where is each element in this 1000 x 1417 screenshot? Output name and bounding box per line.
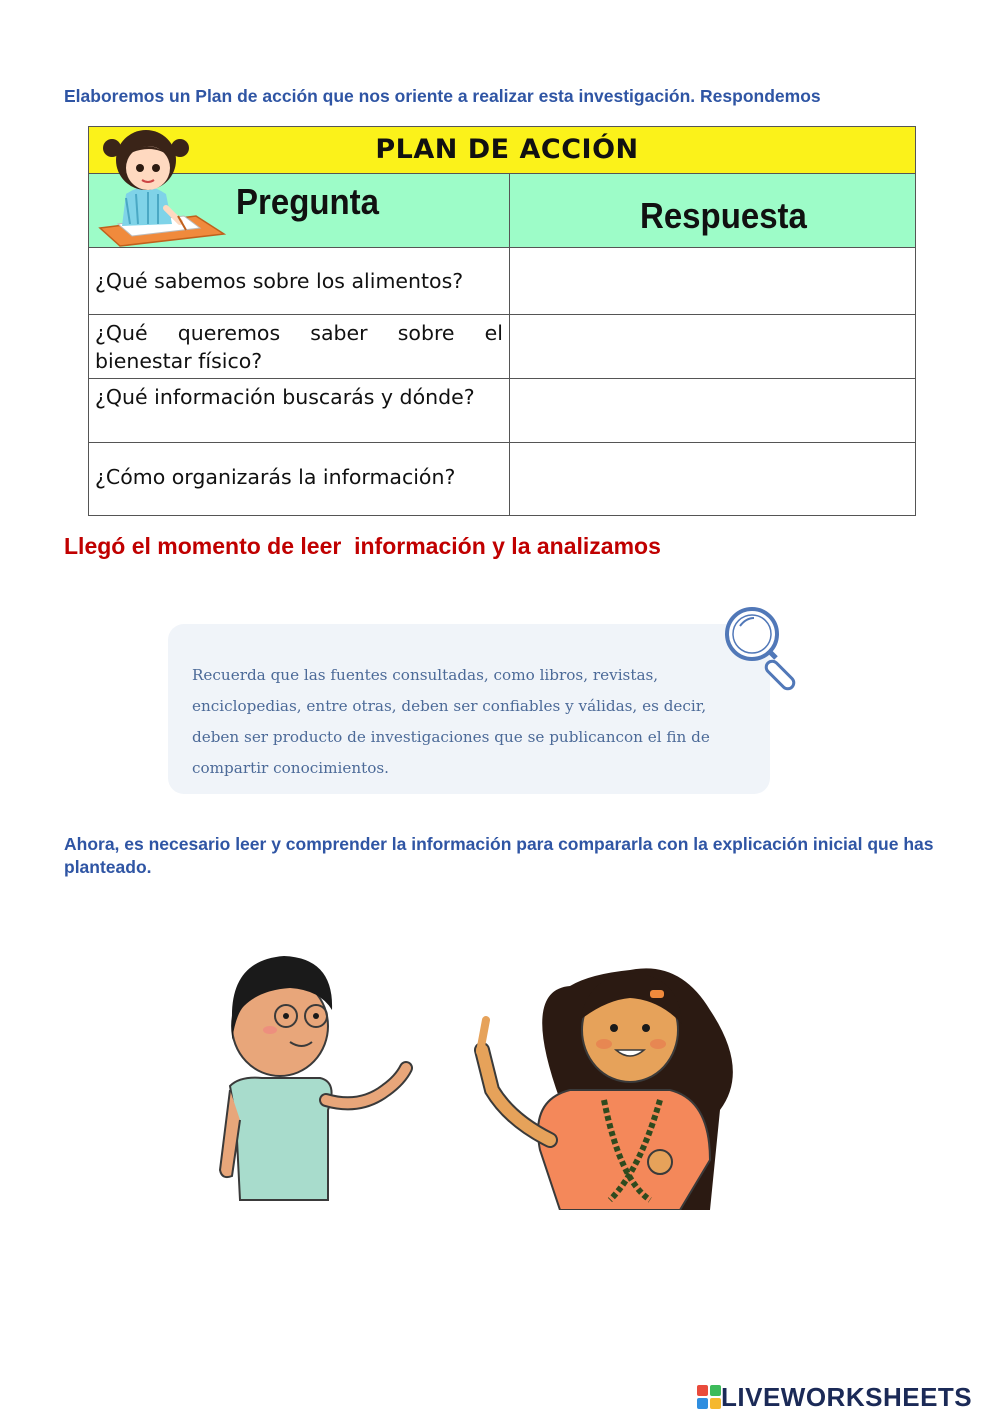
girl-writing-illustration (96, 124, 228, 248)
brand-name: LIVEWORKSHEETS (721, 1381, 973, 1412)
table-row (89, 443, 915, 515)
reminder-note (168, 624, 770, 794)
question-text: ¿Qué queremos saber sobre el bienestar físico? (95, 321, 503, 373)
table-row (89, 315, 915, 379)
table-row (89, 379, 915, 443)
liveworksheets-logo (697, 1381, 972, 1413)
question-text: ¿Qué información buscarás y dónde? (95, 385, 475, 409)
column-header-pregunta: Pregunta (236, 181, 380, 222)
column-header-respuesta: Respuesta (640, 195, 807, 236)
reading-instruction: Ahora, es necesario leer y comprender la información para compararla con la explicación inicial que has planteado. (64, 834, 934, 877)
answer-cell[interactable] (510, 315, 915, 378)
column-divider (509, 174, 510, 515)
section-heading: Llegó el momento de leer información y la analizamos (64, 533, 661, 559)
intro-instruction: Elaboremos un Plan de acción que nos oriente a realizar esta investigación. Respondemos (64, 86, 821, 106)
answer-cell[interactable] (510, 248, 915, 314)
question-text: ¿Cómo organizarás la información? (95, 465, 456, 489)
girl-figure (480, 968, 733, 1210)
answer-cell[interactable] (510, 443, 915, 515)
children-illustration (210, 950, 740, 1210)
table-title: PLAN DE ACCIÓN (89, 127, 915, 174)
answer-cell[interactable] (510, 379, 915, 442)
question-text: ¿Qué sabemos sobre los alimentos? (95, 269, 464, 293)
liveworksheets-logo-icon (697, 1385, 721, 1409)
magnifier-icon (722, 604, 804, 692)
table-row (89, 248, 915, 315)
boy-figure (220, 956, 406, 1200)
reminder-text: Recuerda que las fuentes consultadas, como libros, revistas, enciclopedias, entre otras, deben ser confiables y válidas, es decir, deben ser producto de investigaciones que se publicancon el fin de compartir conocimientos. (192, 666, 710, 777)
